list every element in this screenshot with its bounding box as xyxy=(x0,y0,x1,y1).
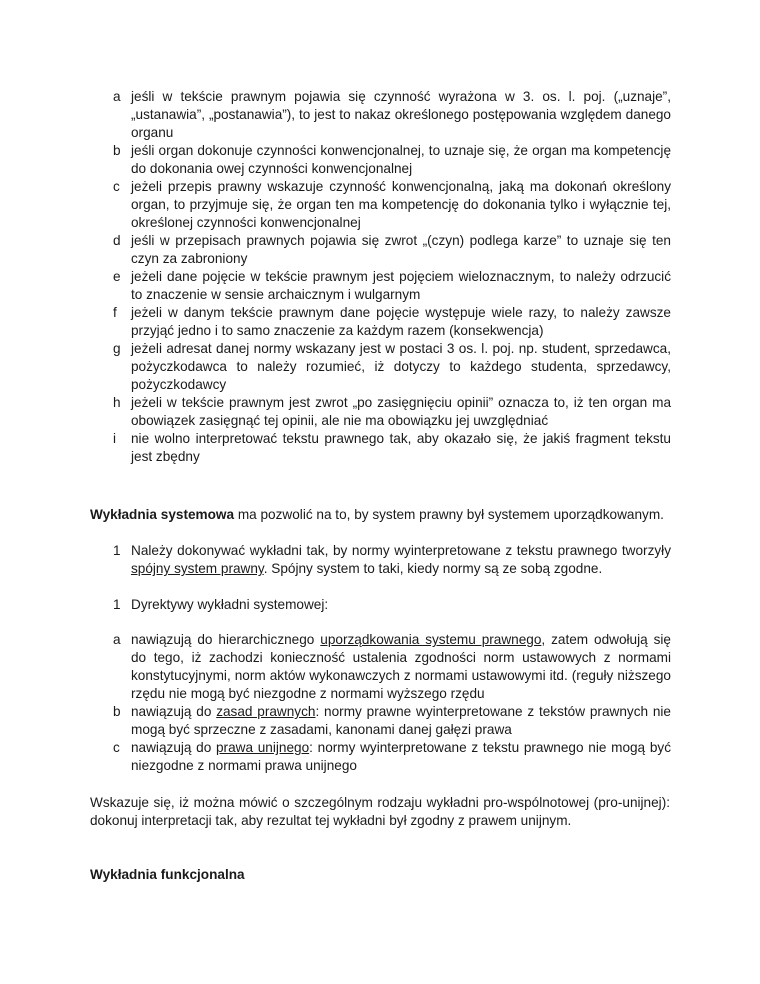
numbered-item-coherence xyxy=(0,542,760,578)
list-item xyxy=(0,178,671,232)
list-item xyxy=(0,232,671,268)
list-marker: c xyxy=(113,179,120,194)
list-item-text: jeśli w tekście prawnym pojawia się czynność wyrażona w 3. os. l. poj. („uznaje”, „ustanawia”, „postanawia”), to jest to nakaz określonego postępowania względem danego organu xyxy=(131,89,671,140)
numbered-item-directives xyxy=(0,596,760,614)
list-item xyxy=(0,394,671,430)
list-item xyxy=(0,596,671,614)
list-marker: c xyxy=(113,740,120,755)
list-marker: d xyxy=(113,233,121,248)
underlined-term: prawa unijnego xyxy=(216,740,310,755)
list-item-text: jeżeli dane pojęcie w tekście prawnym jest pojęciem wieloznacznym, to należy odrzucić to znaczenie w sensie archaicznym i wulgarnym xyxy=(131,269,671,302)
list-marker: b xyxy=(113,143,121,158)
list-item-text: jeśli w przepisach prawnych pojawia się zwrot „(czyn) podlega karze” to uznaje się ten czyn za zabroniony xyxy=(131,233,671,266)
list-item-text: Dyrektywy wykładni systemowej: xyxy=(131,597,329,612)
list-item xyxy=(0,268,671,304)
list-item-text: nawiązują do xyxy=(131,740,216,755)
systemowa-text: ma pozwolić na to, by system prawny był systemem uporządkowanym. xyxy=(234,507,664,522)
systemowa-paragraph xyxy=(90,506,670,524)
list-marker: a xyxy=(113,632,121,647)
list-item-text: jeżeli adresat danej normy wskazany jest w postaci 3 os. l. poj. np. student, sprzedawca, pożyczkodawca to należy rozumieć, iż dotyczy to każdego studenta, sprzedawcy, pożyczkodawcy xyxy=(131,341,671,392)
list-item-text: , zatem odwołują się do tego, iż zachodzi konieczność ustalenia zgodności norm ustawowych z normami konstytucyjnymi, norm aktów wykonawczych z normami ustawowymi itd. (reguły niższego rzędu nie mogą być niezgodne z normami wyższego rzędu xyxy=(131,632,671,701)
list-item-text: Należy dokonywać wykładni tak, by normy wyinterpretowane z tekstu prawnego tworzyły xyxy=(131,543,671,558)
list-marker: a xyxy=(113,89,121,104)
systemowa-term: Wykładnia systemowa xyxy=(90,507,235,522)
list-marker: g xyxy=(113,341,121,356)
list-item xyxy=(0,340,671,394)
underlined-term: zasad prawnych xyxy=(216,704,316,719)
directives-list-systemic xyxy=(0,631,760,775)
list-item-text: : normy wyinterpretowane z tekstu prawnego nie mogą być niezgodne z normami prawa unijnego xyxy=(131,740,671,773)
list-item-text: : normy prawne wyinterpretowane z tekstów prawnych nie mogą być sprzeczne z zasadami, kanonami danej gałęzi prawa xyxy=(131,704,671,737)
list-marker: b xyxy=(113,704,121,719)
section-heading-funkcjonalna xyxy=(90,866,670,884)
list-marker: 1 xyxy=(113,597,121,612)
list-item xyxy=(0,430,671,466)
list-item xyxy=(0,304,671,340)
underlined-term: uporządkowania systemu prawnego xyxy=(320,632,542,647)
list-marker: 1 xyxy=(113,543,121,558)
list-item-text: jeśli organ dokonuje czynności konwencjonalnej, to uznaje się, że organ ma kompetencję do dokonania owej czynności konwencjonalnej xyxy=(131,143,671,176)
directives-list-language xyxy=(0,88,760,466)
list-marker: f xyxy=(113,305,117,320)
list-item-text: nie wolno interpretować tekstu prawnego tak, aby okazało się, że jakiś fragment tekstu jest zbędny xyxy=(131,431,671,464)
list-marker: i xyxy=(113,431,117,446)
list-item-text: jeżeli w danym tekście prawnym dane pojęcie występuje wiele razy, to należy zawsze przyjąć jedno i to samo znaczenie za każdym razem (konsekwencja) xyxy=(131,305,671,338)
list-item xyxy=(0,631,671,703)
list-item-text: nawiązują do xyxy=(131,704,217,719)
heading-text: Wykładnia funkcjonalna xyxy=(90,867,245,882)
list-marker: h xyxy=(113,395,121,410)
list-item xyxy=(0,542,671,578)
list-item xyxy=(0,88,671,142)
list-item-text: jeżeli w tekście prawnym jest zwrot „po zasięgnięciu opinii” oznacza to, iż ten organ ma obowiązek zasięgnąć tej opinii, ale nie ma obowiązku jej uwzględniać xyxy=(131,395,671,428)
list-marker: e xyxy=(113,269,121,284)
list-item-text: jeżeli przepis prawny wskazuje czynność konwencjonalną, jaką ma dokonań określony organ, to przyjmuje się, że organ ten ma kompetencję do dokonania tylko i wyłącznie tej, określonej czynności konwencjonalnej xyxy=(131,179,671,230)
list-item xyxy=(0,142,671,178)
list-item xyxy=(0,739,671,775)
list-item xyxy=(0,703,671,739)
list-item-text: nawiązują do hierarchicznego xyxy=(131,632,321,647)
underlined-term: spójny system prawny xyxy=(131,561,264,576)
list-item-text: . Spójny system to taki, kiedy normy są ze sobą zgodne. xyxy=(263,561,603,576)
prowspolnotowa-paragraph: Wskazuje się, iż można mówić o szczególnym rodzaju wykładni pro-wspólnotowej (pro-unijnej): dokonuj interpretacji tak, aby rezultat tej wykładni był zgodny z prawem unijnym. xyxy=(90,795,670,828)
